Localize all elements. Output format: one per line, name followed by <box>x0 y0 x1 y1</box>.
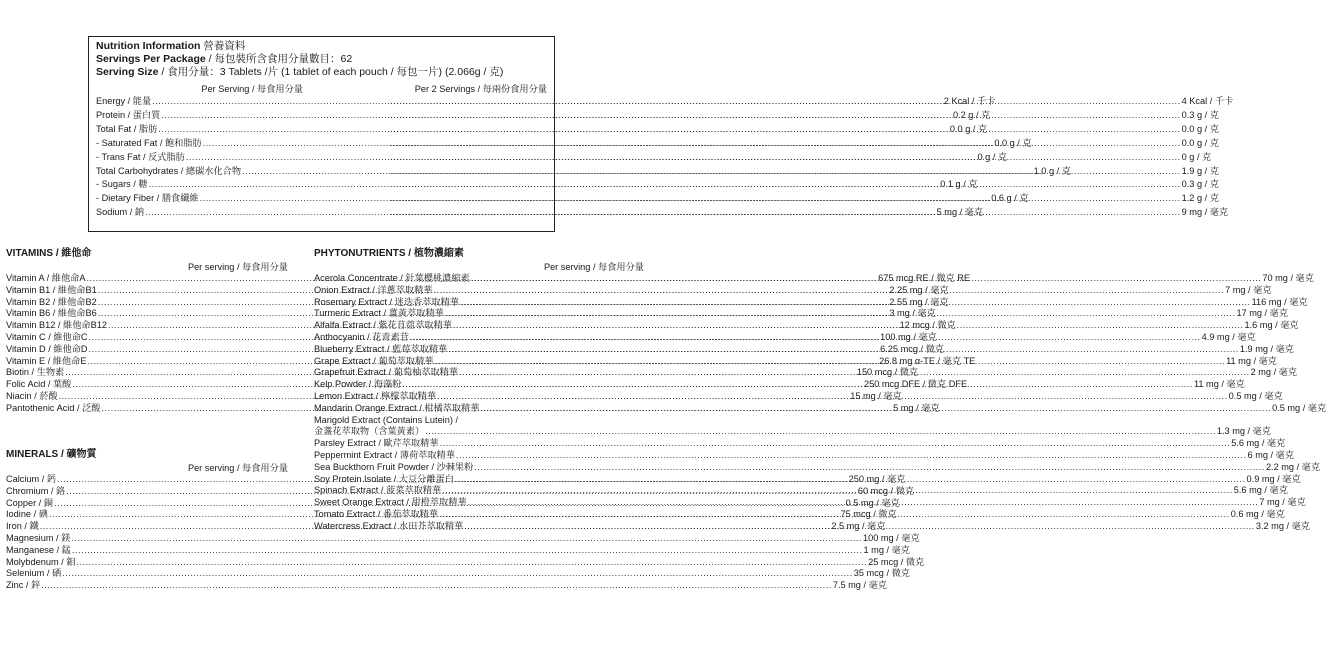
nutrition-per-serving-cell <box>96 109 991 123</box>
nutrition-row <box>96 178 1219 192</box>
dot-leader <box>41 580 832 592</box>
phytonutrients-label: Peppermint Extract / 薄荷萃取精華 <box>314 449 455 460</box>
serving-size-label: Serving Size <box>96 66 159 78</box>
dot-leader <box>471 273 1262 285</box>
phytonutrients-label: Anthocyanin / 花青素苷 <box>314 331 409 342</box>
vitamins-label: Biotin / 生物素 <box>6 367 65 378</box>
phytonutrients-value: 1.3 mg / 毫克 <box>1216 426 1271 437</box>
dot-leader <box>453 320 1244 332</box>
vitamins-value: 150 mcg / 微克 <box>856 367 919 378</box>
phytonutrients-value: 5.6 mg / 毫克 <box>1231 438 1286 449</box>
serving-size-line <box>96 66 548 79</box>
dot-leader <box>448 344 1239 356</box>
dot-leader <box>468 497 1259 509</box>
nutrition-per-serving-cell <box>96 151 1008 165</box>
vitamins-label: Vitamin B6 / 維他命B6 <box>6 308 97 319</box>
nutrient-label: - Saturated Fat / 飽和脂肪 <box>96 137 202 148</box>
nutrient-label: - Trans Fat / 反式脂肪 <box>96 151 185 162</box>
minerals-value: 7.5 mg / 毫克 <box>832 580 887 591</box>
dot-leader <box>390 192 1181 206</box>
dot-leader <box>460 297 1251 309</box>
dot-leader <box>433 285 1224 297</box>
nutrition-per-2-servings-cell <box>389 109 1219 123</box>
minerals-label: Manganese / 錳 <box>6 544 71 555</box>
vitamins-value: 5 mg / 毫克 <box>893 402 940 413</box>
minerals-label: Zinc / 鋅 <box>6 580 41 591</box>
nutrient-label: Protein / 蛋白質 <box>96 109 161 120</box>
dot-leader <box>402 379 1193 391</box>
vitamins-value: 15 mg / 毫克 <box>850 390 902 401</box>
minerals-label: Selenium / 硒 <box>6 568 62 579</box>
nutrition-row <box>96 165 1219 179</box>
phytonutrients-row <box>314 414 1271 439</box>
phytonutrients-label: Blueberry Extract / 藍莓萃取精華 <box>314 343 448 354</box>
per-2-servings-value: 0.0 g / 克 <box>1181 123 1219 134</box>
nutrition-row <box>96 95 1234 109</box>
phytonutrients-label: Turmeric Extract / 薑黃萃取精華 <box>314 308 444 319</box>
minerals-label: Magnesium / 鎂 <box>6 532 71 543</box>
dot-leader <box>390 109 1181 123</box>
vitamins-label: Folic Acid / 葉酸 <box>6 379 72 390</box>
phytonutrients-label: Alfalfa Extract / 紫花苜蓿萃取精華 <box>314 320 452 331</box>
dot-leader <box>456 450 1247 462</box>
phytonutrients-value: 7 mg / 毫克 <box>1225 284 1272 295</box>
vitamins-label: Vitamin B2 / 維他命B2 <box>6 296 97 307</box>
per-2-servings-value: 0.3 g / 克 <box>1181 109 1219 120</box>
nutrition-info-panel <box>88 36 1234 232</box>
minerals-label: Chromium / 鉻 <box>6 485 66 496</box>
minerals-label: Copper / 銅 <box>6 497 53 508</box>
dot-leader <box>455 474 1246 486</box>
vitamins-label: Vitamin B1 / 維他命B1 <box>6 284 97 295</box>
nutrient-label: Total Carbohydrates / 總碳水化合物 <box>96 165 242 176</box>
per-serving-value: 0.1 g / 克 <box>940 179 978 190</box>
vitamins-value: 100 mg / 毫克 <box>880 331 937 342</box>
per-serving-value: 5 mg / 毫克 <box>936 207 984 218</box>
dot-leader <box>62 568 853 580</box>
vitamins-value: 250 mcg DFE / 微克 DFE <box>863 379 968 390</box>
phytonutrients-value: 5.6 mg / 毫克 <box>1233 485 1288 496</box>
dot-leader <box>71 533 862 545</box>
phytonutrients-label: 金盞花萃取物（含葉黃素） <box>314 426 425 437</box>
phytonutrients-title: PHYTONUTRIENTS / 植物濃縮素 <box>314 248 464 259</box>
phytonutrients-label: Rosemary Extract / 迷迭香萃取精華 <box>314 296 459 307</box>
phytonutrients-value: 0.5 mg / 毫克 <box>1228 390 1283 401</box>
nutrition-per-serving-cell <box>96 95 996 109</box>
vitamins-label: Pantothenic Acid / 泛酸 <box>6 402 101 413</box>
phytonutrients-label: Grape Extract / 葡萄萃取精華 <box>314 355 434 366</box>
vitamins-label: Vitamin A / 維他命A <box>6 273 86 283</box>
phytonutrients-value: 0.6 mg / 毫克 <box>1230 508 1285 519</box>
dot-leader <box>464 521 1255 533</box>
vitamins-label: Vitamin B12 / 維他命B12 <box>6 320 107 331</box>
nutrient-label: - Dietary Fiber / 膳食纖維 <box>96 193 199 204</box>
phytonutrients-label: Kelp Powder / 海藻粉 <box>314 379 402 390</box>
minerals-value: 250 mg / 毫克 <box>848 474 906 484</box>
minerals-label: Calcium / 鈣 <box>6 474 57 484</box>
phytonutrients-value: 17 mg / 毫克 <box>1236 308 1289 319</box>
nutrition-per-2-servings-cell <box>389 192 1219 206</box>
nutrition-title: Nutrition Information <box>96 40 201 52</box>
per-serving-header: Per Serving / 每食用分量 <box>201 84 303 94</box>
minerals-row <box>6 556 925 569</box>
nutrition-row <box>96 137 1219 151</box>
nutrition-column-headers <box>96 83 548 95</box>
dot-leader <box>445 308 1236 320</box>
vitamins-value: 12 mcg / 微克 <box>899 320 956 331</box>
minerals-row <box>6 532 920 545</box>
per-2-servings-header: Per 2 Servings / 每兩份食用分量 <box>414 84 547 94</box>
phytonutrients-value: 4.9 mg / 毫克 <box>1201 331 1256 342</box>
dot-leader <box>390 206 1181 220</box>
dot-leader <box>390 137 1181 151</box>
nutrition-title-line <box>96 40 548 53</box>
nutrition-row <box>96 109 1219 123</box>
dot-leader <box>390 151 1181 165</box>
dot-leader <box>390 165 1181 179</box>
phytonutrients-row <box>314 449 1295 462</box>
minerals-row <box>6 580 887 592</box>
vitamins-value: 26.8 mg α-TE / 毫克 TE <box>879 355 976 366</box>
dot-leader <box>390 95 1181 109</box>
minerals-value: 60 mcg / 微克 <box>857 485 915 496</box>
phytonutrients-label: Parsley Extract / 歐芹萃取精華 <box>314 438 439 449</box>
vitamins-title: VITAMINS / 維他命 <box>6 248 92 259</box>
phytonutrients-label: Sea Buckthorn Fruit Powder / 沙棘果粉 <box>314 461 474 472</box>
phytonutrients-label: Watercress Extract / 水田芥萃取精華 <box>314 520 464 531</box>
per-2-servings-value: 9 mg / 毫克 <box>1181 207 1229 218</box>
phytonutrients-label: Tomato Extract / 番茄萃取精華 <box>314 508 439 519</box>
minerals-value: 2.5 mg / 毫克 <box>831 521 886 532</box>
nutrition-title-zh: 營養資料 <box>203 40 246 52</box>
dot-leader <box>434 356 1225 368</box>
nutrition-per-2-servings-cell <box>389 165 1219 179</box>
dot-leader <box>72 545 863 557</box>
minerals-value: 75 mcg / 微克 <box>840 509 897 520</box>
servings-per-package-line <box>96 53 548 66</box>
servings-per-package-label: Servings Per Package <box>96 53 206 65</box>
vitamins-label: Vitamin D / 維他命D <box>6 343 88 354</box>
phytonutrients-row <box>314 461 1321 474</box>
minerals-value: 100 mg / 毫克 <box>862 532 920 543</box>
phytonutrients-value: 1.9 mg / 毫克 <box>1239 343 1294 354</box>
per-serving-value: 0.0 g / 克 <box>949 123 988 134</box>
nutrition-row <box>96 123 1219 137</box>
vitamins-label: Vitamin C / 維他命C <box>6 331 88 342</box>
nutrition-per-2-servings-cell <box>389 206 1228 220</box>
phytonutrients-row <box>314 438 1286 450</box>
nutrition-per-serving-cell <box>96 123 988 137</box>
dot-leader <box>390 123 1181 137</box>
per-serving-value: 0.0 g / 克 <box>994 137 1032 148</box>
nutrition-per-2-servings-cell <box>389 137 1219 151</box>
phytonutrients-value: 2 mg / 毫克 <box>1250 367 1298 378</box>
dot-leader <box>459 367 1250 379</box>
per-2-servings-value: 0 g / 克 <box>1181 151 1212 162</box>
nutrient-label: Energy / 能量 <box>96 96 152 106</box>
minerals-label: Molybdenum / 鉬 <box>6 556 76 567</box>
minerals-row <box>6 568 910 580</box>
per-2-servings-value: 4 Kcal / 千卡 <box>1181 96 1234 106</box>
nutrition-per-2-servings-cell <box>389 151 1211 165</box>
nutrition-per-serving-cell <box>96 192 1029 206</box>
dot-leader <box>480 403 1271 415</box>
vitamins-per-serving-header: Per serving / 每食用分量 <box>187 262 288 272</box>
nutrient-label: - Sugars / 糖 <box>96 179 148 190</box>
vitamins-label: Vitamin E / 維他命E <box>6 355 87 366</box>
minerals-title: MINERALS / 礦物質 <box>6 449 97 460</box>
nutrient-label: Total Fat / 脂肪 <box>96 123 158 134</box>
nutrition-row <box>96 206 1229 220</box>
minerals-value: 1 mg / 毫克 <box>863 544 910 555</box>
vitamins-value: 2.25 mg / 毫克 <box>889 284 949 295</box>
phytonutrients-label: Sweet Orange Extract / 甜橙萃取精華 <box>314 497 467 508</box>
phytonutrients-label-line1: Marigold Extract (Contains Lutein) / <box>314 414 458 425</box>
phytonutrients-value: 3.2 mg / 毫克 <box>1255 520 1310 531</box>
per-2-servings-value: 0.0 g / 克 <box>1181 137 1219 148</box>
nutrition-per-serving-cell <box>96 137 1032 151</box>
per-2-servings-value: 1.9 g / 克 <box>1181 165 1219 176</box>
dot-leader <box>474 462 1265 474</box>
phytonutrients-value: 2.2 mg / 毫克 <box>1265 461 1321 472</box>
phytonutrients-label: Acerola Concentrate / 針葉櫻桃濃縮素 <box>314 273 470 283</box>
vitamins-value: 675 mcg RE / 微克 RE <box>878 273 971 283</box>
nutrition-per-2-servings-cell <box>389 123 1219 137</box>
phytonutrients-value: 7 mg / 毫克 <box>1259 497 1306 508</box>
phytonutrients-label: Onion Extract / 洋蔥萃取精華 <box>314 284 433 295</box>
nutrition-row <box>96 151 1212 165</box>
phytonutrients-value: 70 mg / 毫克 <box>1262 273 1314 283</box>
phytonutrients-row-line2 <box>314 426 1271 438</box>
minerals-value: 0.5 mg / 毫克 <box>845 497 900 508</box>
phytonutrients-value: 11 mg / 毫克 <box>1226 355 1277 366</box>
vitamins-value: 2.55 mg / 毫克 <box>889 296 949 307</box>
vitamins-label: Niacin / 菸酸 <box>6 390 58 401</box>
phytonutrients-label: Soy Protein Isolate / 大豆分離蛋白 <box>314 473 454 484</box>
nutrient-label: Sodium / 鈉 <box>96 207 144 218</box>
dot-leader <box>390 178 1181 192</box>
dot-leader <box>439 509 1230 521</box>
phytonutrients-label: Lemon Extract / 檸檬萃取精華 <box>314 390 437 401</box>
minerals-row <box>6 544 910 557</box>
minerals-label: Iron / 鐵 <box>6 521 39 532</box>
phytonutrients-label: Spinach Extract / 菠菜萃取精華 <box>314 485 442 496</box>
phytonutrients-value: 0.5 mg / 毫克 <box>1272 402 1326 413</box>
dot-leader <box>440 438 1231 450</box>
phytonutrients-per-serving-header: Per serving / 每食用分量 <box>543 262 644 272</box>
minerals-label: Iodine / 碘 <box>6 509 48 520</box>
per-serving-value: 1.0 g / 克 <box>1033 165 1071 176</box>
phytonutrients-value: 116 mg / 毫克 <box>1251 296 1308 307</box>
dot-leader <box>425 426 1216 438</box>
phytonutrients-value: 6 mg / 毫克 <box>1247 449 1295 460</box>
nutrition-per-2-servings-cell <box>389 95 1233 109</box>
phytonutrients-value: 11 mg / 毫克 <box>1193 379 1245 390</box>
nutrition-per-serving-cell <box>96 178 978 192</box>
phytonutrients-row <box>314 402 1326 415</box>
servings-per-package-value: / 每包裝所含食用分量數目：62 <box>205 53 353 65</box>
per-serving-value: 0 g / 克 <box>977 151 1008 162</box>
phytonutrients-value: 1.6 mg / 毫克 <box>1244 320 1299 331</box>
vitamins-value: 3 mg / 毫克 <box>889 308 936 319</box>
minerals-value: 35 mcg / 微克 <box>853 568 910 579</box>
minerals-per-serving-header: Per serving / 每食用分量 <box>187 463 288 473</box>
dot-leader <box>442 485 1233 497</box>
serving-size-value: / 食用分量：3 Tablets /片 (1 tablet of each pouch / 每包一片) (2.066g / 克) <box>158 66 504 78</box>
per-2-servings-value: 1.2 g / 克 <box>1181 193 1219 204</box>
per-serving-value: 0.2 g / 克 <box>952 109 991 120</box>
dot-leader <box>437 391 1228 403</box>
dot-leader <box>76 557 867 569</box>
per-serving-value: 0.6 g / 克 <box>991 193 1029 204</box>
dot-leader <box>410 332 1201 344</box>
nutrition-per-serving-cell <box>96 165 1071 179</box>
vitamins-value: 6.25 mcg / 微克 <box>880 343 944 354</box>
per-2-servings-value: 0.3 g / 克 <box>1181 179 1219 190</box>
nutrition-per-2-servings-cell <box>389 178 1219 192</box>
phytonutrients-label: Grapefruit Extract / 葡萄柚萃取精華 <box>314 367 458 378</box>
minerals-value: 25 mcg / 微克 <box>868 556 925 567</box>
per-serving-value: 2 Kcal / 千卡 <box>943 96 996 106</box>
nutrition-row <box>96 192 1219 206</box>
phytonutrients-label: Mandarin Orange Extract / 柑橘萃取精華 <box>314 402 480 413</box>
nutrition-per-serving-cell <box>96 206 984 220</box>
nutrition-rows <box>96 95 1234 220</box>
phytonutrients-value: 0.9 mg / 毫克 <box>1246 473 1301 484</box>
